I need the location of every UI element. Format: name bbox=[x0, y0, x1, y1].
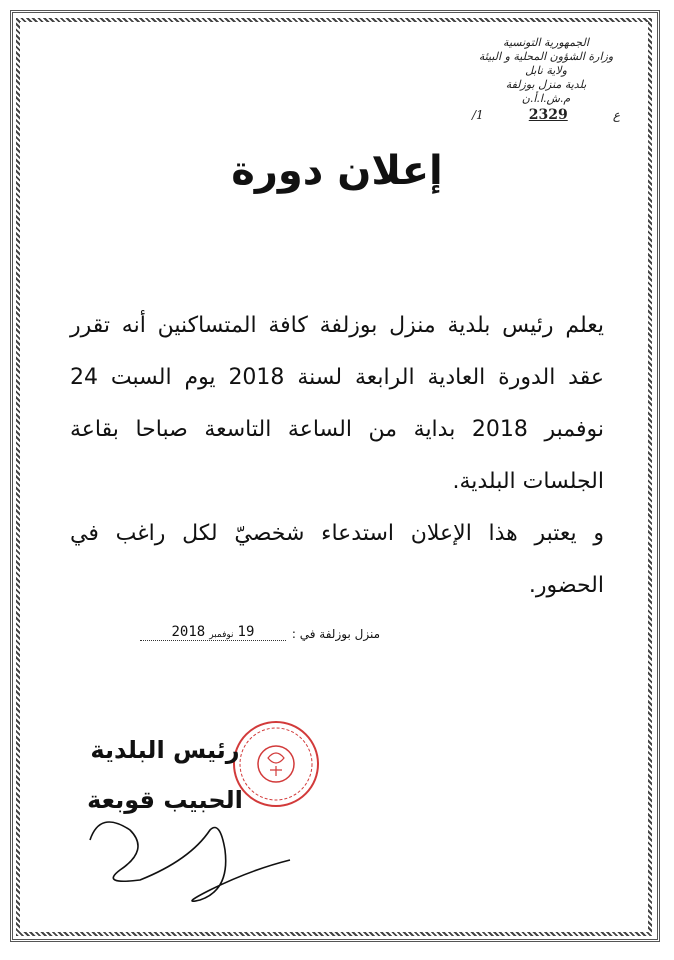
reference-suffix: /1 bbox=[472, 108, 484, 122]
letterhead-governorate: ولاية نابل bbox=[525, 64, 567, 77]
handwritten-signature-icon bbox=[60, 790, 300, 910]
announcement-body bbox=[70, 300, 604, 612]
letterhead-municipality: بلدية منزل بوزلفة bbox=[505, 78, 587, 91]
date-year: 2018 bbox=[171, 624, 206, 640]
letterhead-ministry: وزارة الشؤون المحلية و البيئة bbox=[478, 50, 614, 63]
document-title: إعلان دورة bbox=[231, 148, 443, 194]
letterhead bbox=[466, 36, 626, 122]
letterhead-department: م.ش.ا.أ.ن bbox=[521, 92, 571, 105]
reference-value: 2329 bbox=[528, 107, 568, 123]
date-line bbox=[140, 622, 380, 641]
date-value bbox=[140, 622, 286, 641]
letterhead-country: الجمهورية التونسية bbox=[503, 36, 589, 49]
date-day: 19 bbox=[237, 624, 255, 640]
announcement-paragraph-1: يعلم رئيس بلدية منزل بوزلفة كافة المتساكنين أنه تقرر عقد الدورة العادية الرابعة لسنة 2018 يوم السبت 24 نوفمبر 2018 بداية من الساعة التاسعة صباحا بقاعة الجلسات البلدية. bbox=[70, 313, 604, 494]
date-month: نوفمبر bbox=[209, 630, 234, 640]
signatory-role: رئيس البلدية bbox=[90, 736, 240, 764]
date-label: منزل بوزلفة في : bbox=[291, 627, 380, 641]
reference-prefix: ع bbox=[612, 108, 620, 122]
signatory-name: الحبيب قوبعة bbox=[87, 786, 243, 814]
reference-number bbox=[466, 108, 626, 122]
announcement-paragraph-2: و يعتبر هذا الإعلان استدعاء شخصيّ لكل راغب في الحضور. bbox=[70, 521, 604, 598]
